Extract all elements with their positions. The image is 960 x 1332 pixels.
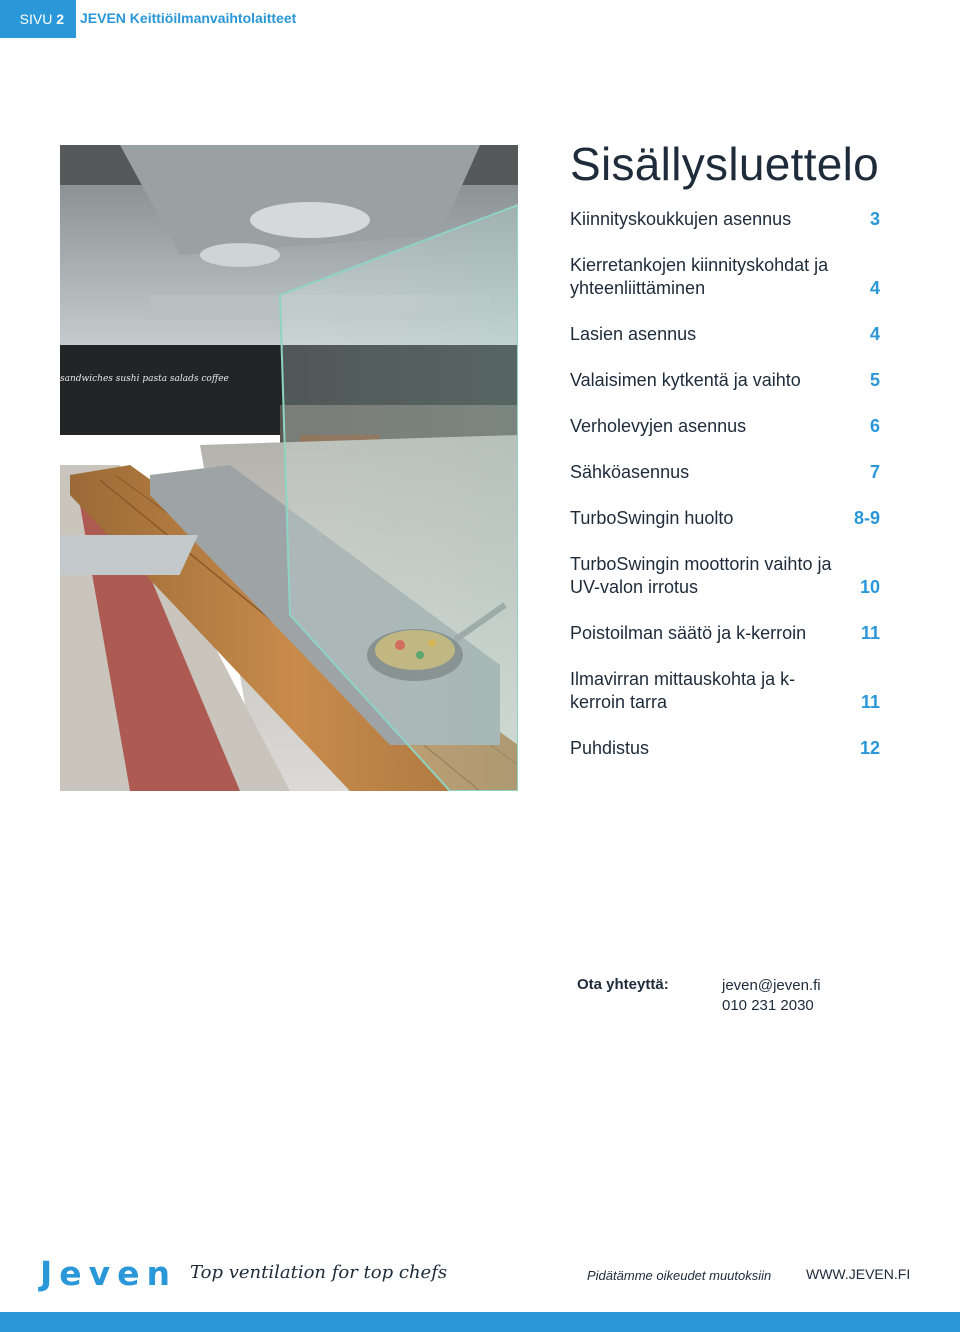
- toc-entry-label: Lasien asennus: [570, 324, 697, 344]
- toc-entry[interactable]: [570, 415, 880, 438]
- toc-entry[interactable]: [570, 208, 880, 231]
- wall-text: sandwiches sushi pasta salads coffee: [60, 374, 229, 384]
- toc-entry-label: Kierretankojen kiinnityskohdat ja yhteenliittäminen: [570, 255, 829, 298]
- toc-entry-label: Valaisimen kytkentä ja vaihto: [570, 370, 801, 390]
- toc-list: [570, 208, 880, 783]
- toc-entry[interactable]: [570, 668, 880, 714]
- toc-entry-page: 6: [869, 416, 880, 436]
- footer-note: Pidätämme oikeudet muutoksiin: [587, 1268, 772, 1283]
- toc-entry[interactable]: [570, 507, 880, 530]
- jeven-logo: Jeven: [40, 1254, 178, 1293]
- toc-entry-label: Sähköasennus: [570, 462, 690, 482]
- toc-entry[interactable]: [570, 323, 880, 346]
- toc-entry-page: 5: [869, 370, 880, 390]
- toc-entry-label: Poistoilman säätö ja k-kerroin: [570, 623, 807, 643]
- toc-entry-page: 12: [859, 738, 880, 758]
- toc-entry-label: Verholevyjen asennus: [570, 416, 747, 436]
- toc-entry[interactable]: [570, 737, 880, 760]
- contact-phone[interactable]: 010 231 2030: [722, 997, 814, 1014]
- toc-entry-label: Puhdistus: [570, 738, 650, 758]
- kitchen-photo: [60, 145, 518, 791]
- page-number: 2: [56, 11, 64, 27]
- toc-entry-label: Ilmavirran mittauskohta ja k-kerroin tarra: [570, 669, 796, 712]
- toc-entry-page: 4: [869, 324, 880, 344]
- toc-entry-page: 11: [860, 623, 880, 643]
- toc-entry-label: Kiinnityskoukkujen asennus: [570, 209, 792, 229]
- page-badge: [0, 0, 76, 38]
- toc-entry-page: 7: [869, 462, 880, 482]
- document-title: JEVEN Keittiöilmanvaihtolaitteet: [80, 10, 297, 26]
- footer-bar: [0, 1312, 960, 1332]
- toc-entry-page: 8-9: [853, 508, 880, 528]
- footer-tagline: Top ventilation for top chefs: [190, 1262, 448, 1283]
- toc-entry-label: TurboSwingin huolto: [570, 508, 734, 528]
- toc-entry[interactable]: [570, 369, 880, 392]
- website-link[interactable]: WWW.JEVEN.FI: [806, 1266, 911, 1282]
- toc-entry[interactable]: [570, 553, 880, 599]
- toc-entry-page: 4: [869, 278, 880, 298]
- toc-entry[interactable]: [570, 461, 880, 484]
- toc-entry-page: 3: [869, 209, 880, 229]
- sivu-label: SIVU: [19, 11, 53, 27]
- toc-entry[interactable]: [570, 254, 880, 300]
- contact-label: Ota yhteyttä:: [577, 976, 669, 993]
- toc-entry-label: TurboSwingin moottorin vaihto ja UV-valon irrotus: [570, 554, 832, 597]
- toc-entry[interactable]: [570, 622, 880, 645]
- contact-email[interactable]: jeven@jeven.fi: [722, 977, 821, 994]
- toc-entry-page: 10: [859, 577, 880, 597]
- toc-title: Sisällysluettelo: [570, 137, 880, 190]
- toc-entry-page: 11: [860, 692, 880, 712]
